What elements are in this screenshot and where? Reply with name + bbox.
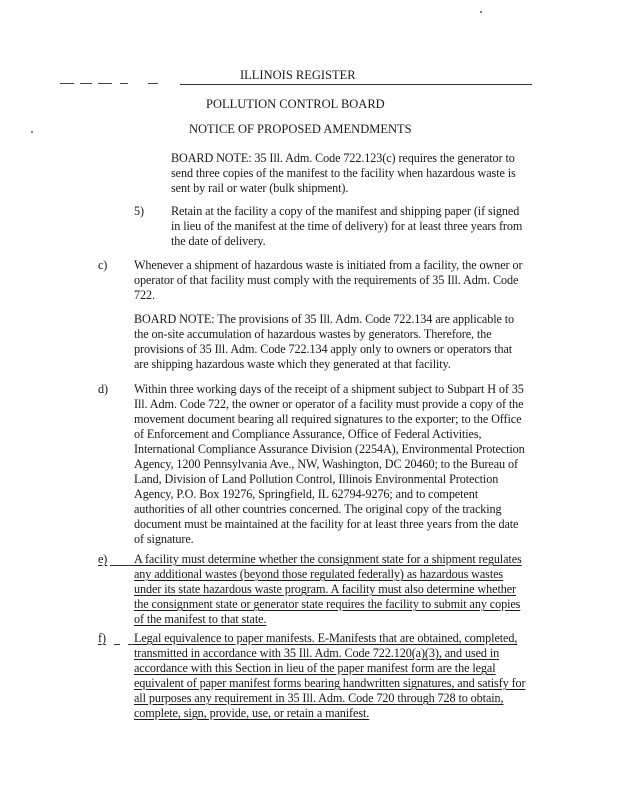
text-line: the consignment state or generator state requires the facility to submit any copies	[134, 597, 521, 611]
header-rule	[180, 84, 532, 85]
text-line: are shipping hazardous waste which they generated at that facility.	[134, 357, 451, 371]
text-line: in lieu of the manifest at the time of delivery) for at least three years from	[171, 219, 523, 233]
text-line: Retain at the facility a copy of the manifest and shipping paper (if signed	[171, 204, 520, 218]
text-line: Agency, P.O. Box 19276, Springfield, IL 62794-9276; and to competent	[134, 487, 478, 501]
text-line: any additional wastes (beyond those regulated federally) as hazardous wastes	[134, 567, 504, 581]
header-dash	[80, 83, 92, 84]
text-line: provisions of 35 Ill. Adm. Code 722.134 apply only to owners or operators that	[134, 342, 513, 356]
scan-speck	[480, 11, 482, 13]
section-label: f)	[98, 631, 106, 645]
text-line: transmitted in accordance with 35 Ill. Adm. Code 722.120(a)(3), and used in	[134, 646, 500, 660]
text-line: of Enforcement and Compliance Assurance, Office of Federal Activities,	[134, 427, 482, 441]
text-line: sent by rail or water (bulk shipment).	[171, 181, 349, 195]
text-line: all purposes any requirement in 35 Ill. Adm. Code 720 through 728 to obtain,	[134, 691, 504, 705]
text-line: of the manifest to that state.	[134, 612, 267, 626]
text-line: Within three working days of the receipt of a shipment subject to Subpart H of 35	[134, 382, 524, 396]
text-line: Land, Division of Land Pollution Control, Illinois Environmental Protection	[134, 472, 499, 486]
text-line: document must be maintained at the facility for at least three years from the date	[134, 517, 519, 531]
text-line: authorities of all other countries concerned. The original copy of the tracking	[134, 502, 502, 516]
text-line: Ill. Adm. Code 722, the owner or operator of a facility must provide a copy of the	[134, 397, 524, 411]
text-line: BOARD NOTE: The provisions of 35 Ill. Adm. Code 722.134 are applicable to	[134, 312, 515, 326]
text-line: Agency, 1200 Pennsylvania Ave., NW, Washington, DC 20460; to the Bureau of	[134, 457, 518, 471]
item-label: 5)	[134, 204, 144, 218]
text-line: complete, sign, provide, use, or retain a manifest.	[134, 706, 370, 720]
text-line: Legal equivalence to paper manifests. E-Manifests that are obtained, completed,	[134, 631, 518, 645]
text-line: 722.	[134, 288, 155, 302]
label-underline	[114, 644, 120, 645]
text-line: accordance with this Section in lieu of the paper manifest form are the legal	[134, 661, 496, 675]
text-line: send three copies of the manifest to the facility when hazardous waste is	[171, 166, 516, 180]
header-dash	[98, 83, 112, 84]
text-line: the on-site accumulation of hazardous wastes by generators. Therefore, the	[134, 327, 492, 341]
header-dash	[60, 83, 74, 84]
section-label: e)	[98, 552, 108, 566]
section-label: c)	[98, 258, 108, 272]
text-line: A facility must determine whether the consignment state for a shipment regulates	[134, 552, 522, 566]
text-line: under its state hazardous waste program. A facility must also determine whether	[134, 582, 516, 596]
text-line: International Compliance Assurance Division (2254A), Environmental Protection	[134, 442, 525, 456]
board-title: POLLUTION CONTROL BOARD	[206, 97, 385, 111]
section-label: d)	[98, 382, 108, 396]
text-line: operator of that facility must comply with the requirements of 35 Ill. Adm. Code	[134, 273, 519, 287]
text-line: movement document bearing all required signatures to the exporter; to the Office	[134, 412, 522, 426]
header-dash	[120, 83, 128, 84]
scan-speck	[31, 131, 33, 133]
text-line: the date of delivery.	[171, 234, 266, 248]
register-title: ILLINOIS REGISTER	[240, 68, 356, 82]
text-line: equivalent of paper manifest forms bearing handwritten signatures, and satisfy for	[134, 676, 526, 690]
label-underline	[110, 565, 134, 566]
text-line: Whenever a shipment of hazardous waste is initiated from a facility, the owner or	[134, 258, 523, 272]
text-line: BOARD NOTE: 35 Ill. Adm. Code 722.123(c) requires the generator to	[171, 151, 515, 165]
header-dash	[148, 83, 158, 84]
notice-title: NOTICE OF PROPOSED AMENDMENTS	[189, 122, 412, 136]
text-line: of signature.	[134, 532, 194, 546]
